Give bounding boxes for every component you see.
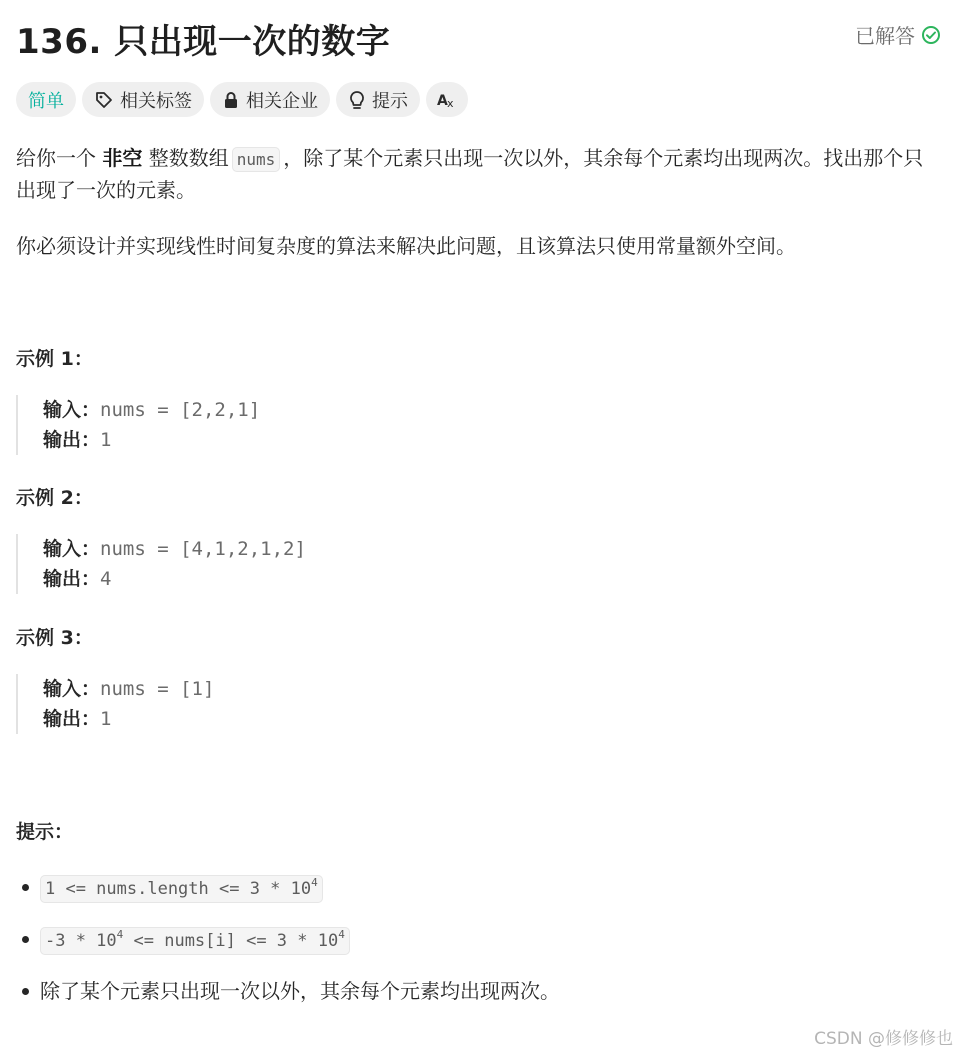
lightbulb-icon: [348, 90, 366, 110]
translate-button[interactable]: [426, 82, 468, 117]
problem-description: [16, 143, 941, 261]
lock-icon: [222, 91, 240, 109]
description-text-1: 给你一个: [16, 146, 103, 170]
constraint-2-code: [40, 927, 350, 955]
constraint-1-sup: 4: [311, 876, 318, 889]
problem-header: [16, 10, 941, 62]
description-text-2: 整数数组: [142, 146, 229, 170]
example-2-output-label: 输出：: [43, 568, 101, 590]
difficulty-tag[interactable]: [16, 82, 76, 117]
related-companies-label: 相关企业: [246, 90, 318, 112]
example-1-output-label: 输出：: [43, 429, 101, 451]
example-1-input-value: nums = [2,2,1]: [100, 399, 261, 421]
example-1-output: [43, 425, 616, 455]
example-3-input-label: 输入：: [43, 678, 101, 700]
constraint-item: [16, 920, 941, 958]
example-2-input-label: 输入：: [43, 538, 101, 560]
related-companies-button[interactable]: [210, 82, 330, 117]
tag-icon: [94, 90, 114, 110]
example-3-block: [16, 674, 616, 734]
example-3-output-label: 输出：: [43, 708, 101, 730]
constraint-item: [16, 972, 941, 1010]
example-1-output-value: 1: [100, 429, 112, 451]
check-circle-icon: [921, 25, 941, 45]
constraint-item: [16, 868, 941, 906]
tag-bar: [16, 82, 468, 117]
example-3-input: [43, 674, 616, 704]
example-2-title: 示例 2：: [16, 487, 93, 509]
hint-label: 提示: [372, 90, 408, 112]
description-bold-nonempty: 非空: [102, 146, 143, 170]
problem-title[interactable]: 136. 只出现一次的数字: [16, 22, 391, 62]
constraint-2-sup1: 4: [116, 928, 124, 941]
constraint-2-pre: -3 * 10: [45, 931, 117, 951]
constraints-title: 提示：: [16, 821, 74, 843]
translate-icon: [436, 90, 458, 110]
constraint-3-text: 除了某个元素只出现一次以外，其余每个元素均出现两次。: [40, 979, 560, 1003]
svg-text:A: A: [437, 92, 448, 109]
example-2-block: [16, 534, 616, 594]
constraint-1-text: 1 <= nums.length <= 3 * 10: [45, 879, 312, 899]
example-2-output-value: 4: [100, 568, 112, 590]
svg-text:x: x: [447, 96, 454, 110]
example-1-input-label: 输入：: [43, 399, 101, 421]
example-1-block: [16, 395, 616, 455]
solved-label: 已解答: [855, 24, 915, 48]
example-3-output-value: 1: [100, 708, 112, 730]
example-2-input: [43, 534, 616, 564]
constraint-2-sup2: 4: [338, 928, 345, 941]
related-tags-button[interactable]: [82, 82, 204, 117]
constraint-1-code: [40, 875, 323, 903]
nums-inline-code: nums: [232, 147, 281, 172]
constraints-list: [16, 868, 941, 1024]
constraint-2-mid: <= nums[i] <= 3 * 10: [123, 931, 339, 951]
example-3-title: 示例 3：: [16, 627, 93, 649]
example-3-output: [43, 704, 616, 734]
example-1-input: [43, 395, 616, 425]
description-paragraph-1: [16, 143, 941, 205]
example-2-input-value: nums = [4,1,2,1,2]: [100, 538, 306, 560]
watermark: CSDN @修修修也: [814, 1029, 953, 1049]
description-text-3: ，除了某个元素只出现一次以外，其余每个元素均出现两次。找出那个只出现了一次的元素。: [16, 146, 924, 202]
example-3-input-value: nums = [1]: [100, 678, 215, 700]
difficulty-label: 简单: [28, 90, 64, 112]
hint-button[interactable]: [336, 82, 420, 117]
related-tags-label: 相关标签: [120, 90, 192, 112]
example-1-title: 示例 1：: [16, 348, 93, 370]
solved-status: [855, 20, 941, 49]
example-2-output: [43, 564, 616, 594]
description-paragraph-2: 你必须设计并实现线性时间复杂度的算法来解决此问题，且该算法只使用常量额外空间。: [16, 234, 796, 258]
